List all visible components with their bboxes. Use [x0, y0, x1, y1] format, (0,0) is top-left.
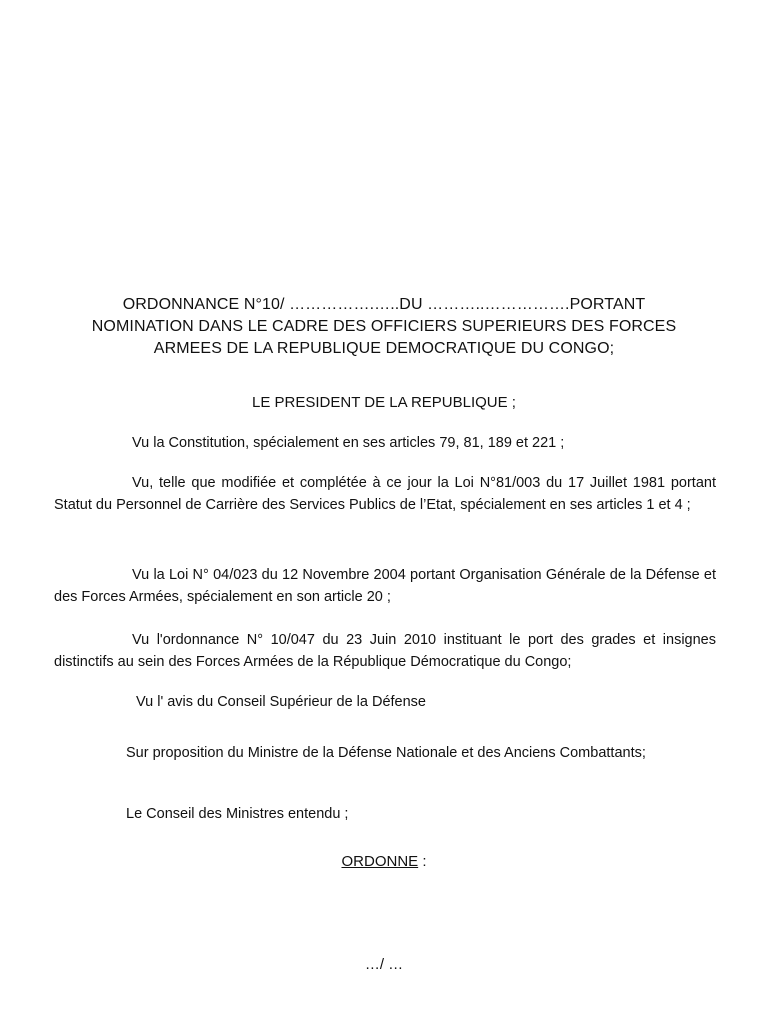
title-line-1: ORDONNANCE N°10/ …………….…..DU ………..…………….PORTANT [122, 296, 646, 313]
proposition-paragraph: Sur proposition du Ministre de la Défense Nationale et des Anciens Combattants; [126, 745, 646, 761]
constitution-paragraph: Vu la Constitution, spécialement en ses articles 79, 81, 189 et 221 ; [132, 435, 565, 451]
ordonnance-10-047-paragraph: Vu l'ordonnance N° 10/047 du 23 Juin 2010 instituant le port des grades et insignes distinctifs au sein des Forces Armées de la République Démocratique du Congo; [54, 632, 716, 670]
conseil-paragraph: Le Conseil des Ministres entendu ; [126, 806, 349, 822]
avis-paragraph: Vu l' avis du Conseil Supérieur de la Défense [136, 694, 426, 710]
title-line-2: NOMINATION DANS LE CADRE DES OFFICIERS SUPERIEURS DES FORCES [91, 318, 677, 335]
ordonne-heading [0, 853, 768, 870]
title-line-3: ARMEES DE LA REPUBLIQUE DEMOCRATIQUE DU CONGO; [153, 340, 615, 357]
ordonne-word: ORDONNE [341, 853, 419, 870]
president-heading: LE PRESIDENT DE LA REPUBLIQUE ; [252, 394, 516, 411]
ordinance-title [40, 294, 728, 360]
page-continuation-mark: …/ … [364, 956, 404, 973]
ordonne-colon: : [418, 853, 427, 870]
loi-81-003-paragraph: Vu, telle que modifiée et complétée à ce jour la Loi N°81/003 du 17 Juillet 1981 portant Statut du Personnel de Carrière des Services Publics de l’Etat, spécialement en ses articles 1 et 4 ; [54, 475, 716, 513]
loi-04-023-paragraph: Vu la Loi N° 04/023 du 12 Novembre 2004 portant Organisation Générale de la Défense et des Forces Armées, spécialement en son article 20 ; [54, 567, 716, 605]
